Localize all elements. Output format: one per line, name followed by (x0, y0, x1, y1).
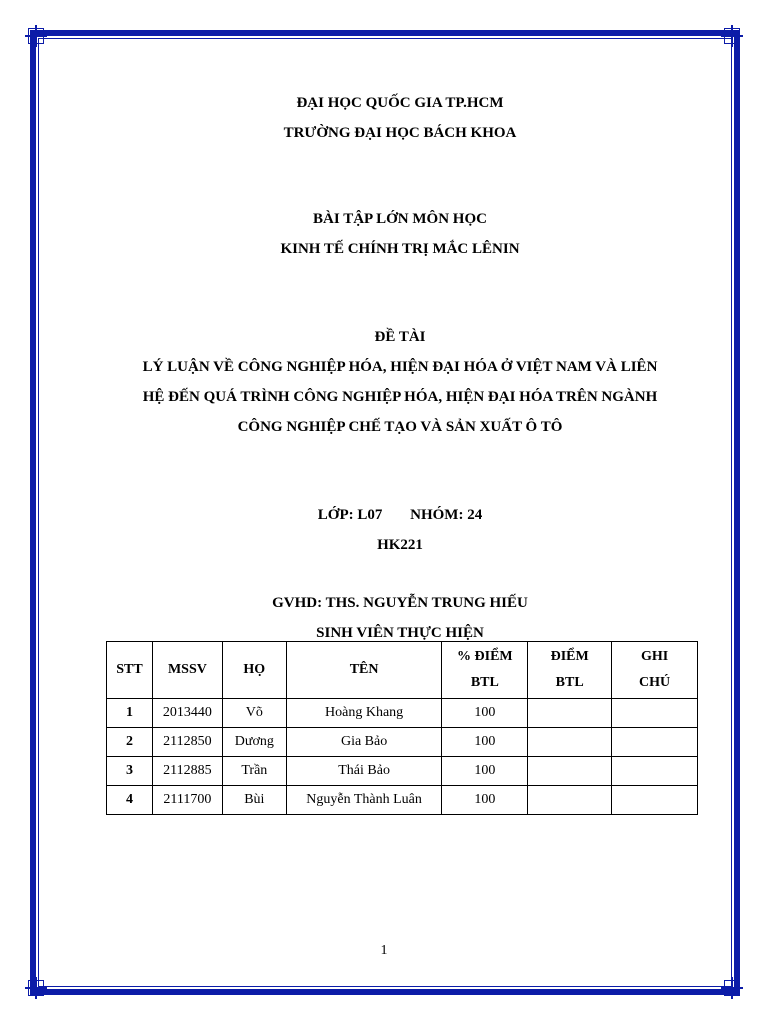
class-label: LỚP: L07 (317, 507, 383, 523)
cell-stt: 1 (107, 699, 153, 728)
corner-ornament-bottom-left (28, 980, 44, 996)
header-ten: TÊN (286, 642, 442, 699)
cell-ten: Thái Bảo (286, 757, 442, 786)
students-table (106, 641, 698, 815)
instructor-label: GVHD: THS. NGUYỄN TRUNG HIẾU (272, 595, 528, 611)
page-number: 1 (380, 943, 388, 958)
cover-content (100, 88, 700, 648)
topic-label: ĐỀ TÀI (374, 329, 426, 345)
cell-mssv: 2013440 (152, 699, 222, 728)
corner-ornament-top-left (28, 28, 44, 44)
corner-ornament-top-right (724, 28, 740, 44)
corner-ornament-bottom-right (724, 980, 740, 996)
topic-line-2: HỆ ĐẾN QUÁ TRÌNH CÔNG NGHIỆP HÓA, HIỆN ĐẠI HÓA TRÊN NGÀNH (142, 389, 658, 405)
cell-mssv: 2112885 (152, 757, 222, 786)
group-label: NHÓM: 24 (410, 507, 483, 523)
topic-line-1: LÝ LUẬN VỀ CÔNG NGHIỆP HÓA, HIỆN ĐẠI HÓA Ở VIỆT NAM VÀ LIÊN (142, 359, 658, 375)
cell-score (528, 786, 612, 815)
cell-ten: Nguyễn Thành Luân (286, 786, 442, 815)
table-row (107, 757, 698, 786)
cell-score (528, 757, 612, 786)
cell-ho: Trần (222, 757, 286, 786)
cell-percent: 100 (442, 757, 528, 786)
table-header-row (107, 642, 698, 699)
header-note: GHI CHÚ (612, 642, 698, 699)
cell-ho: Bùi (222, 786, 286, 815)
class-group-line (100, 500, 700, 530)
cell-note (612, 786, 698, 815)
cell-score (528, 699, 612, 728)
cell-score (528, 728, 612, 757)
cell-ho: Dương (222, 728, 286, 757)
cell-percent: 100 (442, 699, 528, 728)
university-name: ĐẠI HỌC QUỐC GIA TP.HCM (296, 95, 504, 111)
assignment-title: BÀI TẬP LỚN MÔN HỌC (313, 211, 487, 227)
header-ho: HỌ (222, 642, 286, 699)
cell-note (612, 757, 698, 786)
cell-percent: 100 (442, 786, 528, 815)
cell-ho: Võ (222, 699, 286, 728)
table-row (107, 728, 698, 757)
subject-name: KINH TẾ CHÍNH TRỊ MẮC LÊNIN (280, 241, 520, 257)
semester-label: HK221 (377, 537, 423, 553)
students-heading: SINH VIÊN THỰC HIỆN (316, 625, 484, 641)
cell-ten: Gia Bảo (286, 728, 442, 757)
school-name: TRƯỜNG ĐẠI HỌC BÁCH KHOA (283, 125, 517, 141)
cell-stt: 3 (107, 757, 153, 786)
table-row (107, 699, 698, 728)
header-score: ĐIỂM BTL (528, 642, 612, 699)
header-stt: STT (107, 642, 153, 699)
cell-ten: Hoàng Khang (286, 699, 442, 728)
header-mssv: MSSV (152, 642, 222, 699)
cell-stt: 2 (107, 728, 153, 757)
cell-stt: 4 (107, 786, 153, 815)
cell-percent: 100 (442, 728, 528, 757)
header-percent-score: % ĐIỂM BTL (442, 642, 528, 699)
topic-line-3: CÔNG NGHIỆP CHẾ TẠO VÀ SẢN XUẤT Ô TÔ (237, 419, 563, 435)
cell-note (612, 728, 698, 757)
table-row (107, 786, 698, 815)
cell-note (612, 699, 698, 728)
cell-mssv: 2111700 (152, 786, 222, 815)
cell-mssv: 2112850 (152, 728, 222, 757)
